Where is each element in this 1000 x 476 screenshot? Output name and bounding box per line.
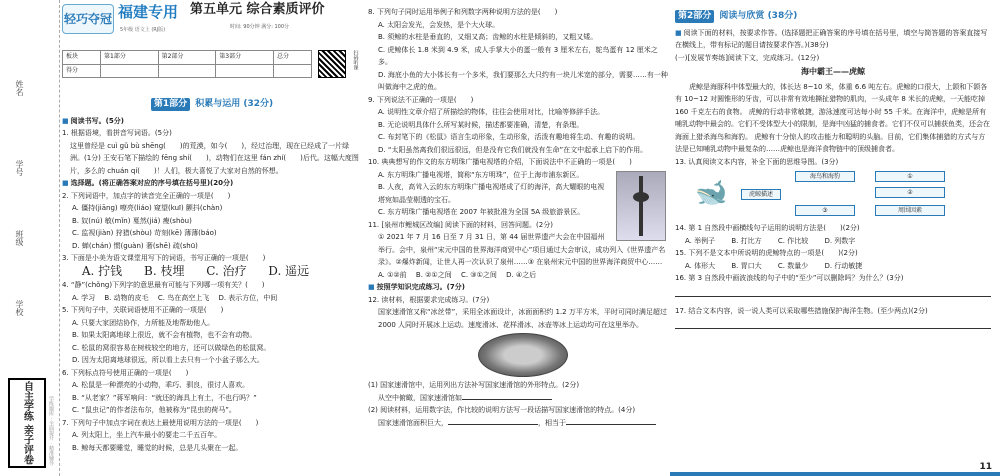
option[interactable]: B. 无论说明具体什么所写某时候，描述都要准确，清楚，有条理。 <box>378 120 584 129</box>
option[interactable]: B. 人夜，高耸入云的东方明珠广播电视塔成了灯的海洋，高大耀眼的电视塔宛如晶莹剔透的宝石。 <box>378 183 605 204</box>
part1-points: (32分) <box>243 99 274 109</box>
score-head: 第3部分 <box>216 51 274 65</box>
option[interactable]: D. “太阳虽然离我们很远很远，但是没有它我们就没有生命”在文中起承上启下的作用。 <box>378 145 648 154</box>
answer-line[interactable] <box>675 285 991 297</box>
option[interactable]: B. 打比方 <box>731 236 762 245</box>
question-12-sub1: (1) 国家速滑馆中，运用列出方法补写国家速滑馆的外形特点。(2分) <box>368 381 580 389</box>
option[interactable]: D. 遥远 <box>268 263 310 278</box>
score-cell[interactable] <box>158 64 216 78</box>
section-choice: ■ 选择题。(将正确答案对应的序号填在括号里)(20分) <box>62 177 362 190</box>
score-area <box>62 50 362 94</box>
question-2: 2. 下列词语中，加点字的读音完全正确的一项是( ) <box>62 191 231 200</box>
part1-heading <box>62 98 362 111</box>
mind-map-node: 海鸟和海豹 <box>795 171 855 182</box>
mind-map-blank[interactable]: ③ <box>795 205 855 216</box>
score-cell[interactable] <box>216 64 274 78</box>
option[interactable]: C. 东方明珠广播电视塔在 2007 年被批准为全国 5A 级旅游景区。 <box>378 208 585 216</box>
option[interactable]: A. 松鼠是一种漂亮的小动物，乖巧、驯良，很讨人喜欢。 <box>72 381 250 389</box>
answer-line[interactable] <box>462 399 552 400</box>
footer-bar <box>670 472 1000 476</box>
question-8: 8. 下列句子同时运用举例子和列数字两种说明方法的是( ) <box>368 8 558 16</box>
part1-number: 第1部分 <box>151 98 190 111</box>
exam-header <box>62 4 362 50</box>
answer-line[interactable] <box>675 317 991 329</box>
question-12: 12. 读材料，根据要求完成练习。(7分) <box>368 295 490 304</box>
question-1: 1. 根据语境，看拼音写词语。(5分) <box>62 129 172 137</box>
mind-map-center: 虎鲸描述 <box>741 189 781 200</box>
question-5-options <box>62 317 362 367</box>
question-2-options <box>62 202 362 252</box>
option[interactable]: A. 僵持(jiānɡ) 嘹亮(liáo) 窥望(kuī) 颤抖(chàn) <box>72 204 223 212</box>
class-label: 班级 <box>15 230 24 246</box>
reading-subsection: (一)[发展节奏练]阅读下文，完成练习。(12分) <box>675 53 820 62</box>
question-7: 7. 下列句子中加点字词在表达上最使用说明方法的一项是( ) <box>62 418 259 427</box>
binding-sidebar <box>0 0 60 476</box>
option[interactable]: B. 须鲸的水柱是垂直的，又细又高；齿鲸的水柱是倾斜的，又粗又矮。 <box>378 33 598 41</box>
option[interactable]: C. 鸟在高空上飞 <box>157 293 210 302</box>
option[interactable]: B. ②①之间 <box>415 270 452 279</box>
option[interactable]: B. 胃口大 <box>731 261 762 270</box>
question-12-sub2: (2) 阅读材料，运用数字法，作比较的说明方法写一段话描写国家速滑馆的特点。(4分) <box>368 406 636 414</box>
mind-map-blank[interactable]: ① <box>875 171 945 182</box>
option[interactable]: A. 说明性文章介绍了所描绘的物体，往往会使用对比，比喻等修辞手法。 <box>378 108 605 116</box>
option[interactable]: A. 列太阳上，坐上汽车最小的要走二千五百年。 <box>72 431 222 439</box>
option[interactable]: C. 作比较 <box>777 236 809 245</box>
question-9: 9. 下列说法不正确的一项是( ) <box>368 95 474 104</box>
option[interactable]: D. ④之后 <box>506 270 537 279</box>
score-head: 板块 <box>63 51 101 65</box>
option[interactable]: D. 因为太阳离地球很远，所以看上去只有一个小盆子那么大。 <box>72 356 264 364</box>
question-3: 3. 下面是小美为语文课堂用写下的词语，书写正确的一项是( ) <box>62 254 266 262</box>
unit-title: 第五单元 综合素质评价 <box>190 2 325 17</box>
option[interactable]: A. 拧钱 <box>81 263 123 278</box>
qr-code[interactable] <box>318 50 346 78</box>
question-11: 11. [泉州市鲤城区改编] 阅读下面的材料，回答问题。(2分) <box>368 220 553 229</box>
question-14: 14. 第 1 自然段中画横线句子运用的说明方法是( )(2分) <box>675 224 860 232</box>
mind-map <box>695 171 991 219</box>
part2-heading <box>675 10 991 23</box>
option[interactable]: B. 动物的皮毛 <box>104 293 149 302</box>
question-12-sub2-answer: 国家速滑馆面积巨大， ，相当于 <box>368 417 668 430</box>
option[interactable]: B. 如果太阳离地球上很近，就不会有植物，也不会有动物。 <box>72 331 257 339</box>
column-middle <box>368 6 668 429</box>
answer-line[interactable] <box>448 424 538 425</box>
question-3-options <box>62 265 362 280</box>
question-6-options <box>62 379 362 417</box>
question-15-options <box>675 260 991 273</box>
part2-title: 阅读与欣赏 <box>719 11 765 21</box>
option[interactable]: C. 虎鲸体长 1.8 米到 4.9 米，成人手掌大小的蛋一般有 3 厘米左右，鸵鸟蛋有 12 厘米之多。 <box>378 45 658 66</box>
mind-map-blank[interactable]: ② <box>875 187 945 198</box>
option[interactable]: B. 枝埋 <box>144 263 185 278</box>
question-14-options <box>675 235 991 248</box>
question-17: 17. 结合文本内容，说一说人类可以采取哪些措施保护海洋生物。(至少两点)(2分) <box>675 306 928 315</box>
series-brand-sub: 学练题库 · 全面提升 · 精准辅导 <box>48 396 54 466</box>
score-head: 总分 <box>273 51 311 65</box>
question-16: 16. 第 3 自然段中画波浪线的句子中的“至少”可以删除吗？为什么？(3分) <box>675 274 904 282</box>
question-12-sub1-answer: 从空中俯瞰，国家速滑馆如 <box>368 392 668 405</box>
option[interactable]: B. 奴(nú) 敏(mǐn) 戛然(jiá) 瘦(shòu) <box>72 216 192 225</box>
name-label: 姓名 <box>15 80 24 96</box>
tv-tower-photo <box>616 171 666 241</box>
option[interactable]: C. 治疗 <box>206 263 247 278</box>
option[interactable]: C. 松鼠的窝很容易在树枝较空的地方，还可以做绿色的松鼠窝。 <box>72 343 271 352</box>
option[interactable]: A. 太阳会发光，会发热，是个大火球。 <box>378 20 500 29</box>
option[interactable]: C. ③①之间 <box>460 270 497 279</box>
score-cell: 得分 <box>63 64 101 78</box>
reading-instructions: ■ 阅读下面的材料，按要求作答。(选择题把正确答案的序号填在括号里，填空与简答题的答案直接写在横线上，带有标记的题目请按要求作答。)(38分) <box>675 27 991 52</box>
question-13: 13. 认真阅读文本内容，补全下面的思维导图。(3分) <box>675 157 839 166</box>
option[interactable]: D. 蝉(chán) 惯(ɡuàn) 奢(shē) 疏(shū) <box>72 241 198 250</box>
column-left <box>62 4 362 454</box>
score-cell[interactable] <box>101 64 159 78</box>
option[interactable]: A. ①②前 <box>378 270 407 279</box>
question-10: 10. 典典想写的作文的东方明珠广播电视塔的介绍，下面说法中不正确的一项是( ) <box>368 158 632 166</box>
series-brand: 自主学练 亲子评卷 <box>21 381 33 465</box>
question-7-options <box>62 429 362 454</box>
speed-skating-oval-photo <box>478 333 568 377</box>
page-number: 11 <box>979 462 992 472</box>
option[interactable]: C. 数量少 <box>777 261 809 270</box>
option[interactable]: A. 举例子 <box>685 236 716 245</box>
question-4-options <box>62 292 362 305</box>
passage-body: 虎鲸是海豚科中体型最大的，体长达 8~10 米，体重 6.6 吨左右。虎鲸的口很大，上颌和下颌各有 10~12 对圆锥形的牙齿，可以非常有效地撕扯猎物的肌肉，一头成年 8 米长的虎鲸，一天能吃掉 160 千克左右的食物。 虎鲸的行动非常敏捷，游泳速度可达每小时 55 千米。在海洋中，虎鲸是所有哺乳动物中最会的。它们不受体型大小的限制，是海中凶猛的捕食者。它们不仅可以捕获鱼类，还会在海面上猎杀海鸟和海豹。 虎鲸有十分惊人的攻击能力和聪明的头脑。目前，它们集体捕猎的方式与方法是已知哺乳动物中最复杂的……虎鲸也是海洋食物链中的顶级捕食者。 <box>675 82 990 153</box>
publisher-logo: 轻巧夺冠 <box>62 4 114 34</box>
question-6: 6. 下列标点符号使用正确的一项是( ) <box>62 368 189 377</box>
option[interactable]: D. 海底小鱼的大小体长有一个多米，我们要那么大只约有一块儿米宽的部分，需要……有一种叫做海中之虎的鱼。 <box>378 70 668 91</box>
question-12-text: 国家速滑馆又称“冰丝带”，采用全冰面设计，冰面面积约 1.2 万平方米，平时可同时满足超过 2000 人同时开展冰上运动。速度滑冰、花样滑冰、冰壶等冰上运动均可在这里举办。 <box>378 308 667 329</box>
score-head: 第2部分 <box>158 51 216 65</box>
question-9-options <box>368 106 668 156</box>
mind-map-node: 周围因素 <box>875 205 945 216</box>
option[interactable]: D. 行动敏捷 <box>824 261 863 270</box>
id-label: 学号 <box>15 160 24 176</box>
question-15: 15. 下列不是文本中所说明的虎鲸特点的一项是( )(2分) <box>675 249 858 257</box>
option[interactable]: C. 布封笔下的《松鼠》语言生动形象，生动形象，活泼有趣地将生动、有趣的说明。 <box>378 133 640 141</box>
question-4: 4. “静”(chǒnɡ)下列字的意思最有可能与下列哪一项有关？( ) <box>62 281 265 289</box>
part1-title: 积累与运用 <box>195 99 241 109</box>
school-label: 学校 <box>15 300 24 316</box>
option[interactable]: D. 表示方位，中间 <box>218 293 278 302</box>
orca-icon: 🐋 <box>695 178 728 208</box>
option[interactable]: A. 东方明珠广播电视塔，简称“东方明珠”，位于上海市浦东新区。 <box>378 170 584 179</box>
exam-time-info: 时间: 90分钟 满分: 100分 <box>230 24 290 30</box>
option[interactable]: D. 列数字 <box>824 236 856 245</box>
score-table <box>62 50 312 78</box>
option[interactable]: A. 只要大家团结协作，力所能及地帮助他人。 <box>72 318 215 327</box>
score-cell[interactable] <box>273 64 311 78</box>
series-brand-box <box>8 378 46 468</box>
score-head: 第1部分 <box>101 51 159 65</box>
option[interactable]: B. 鲸每天都要睡觉，睡觉的时候，总是几头聚在一起。 <box>72 443 243 452</box>
option[interactable]: A. 学习 <box>72 293 96 302</box>
column-right <box>675 6 991 329</box>
option[interactable]: A. 体形大 <box>685 261 716 270</box>
passage-title: 海中霸王——虎鲸 <box>801 67 865 76</box>
question-5: 5. 下列句子中，关联词语使用不正确的一项是( ) <box>62 306 224 314</box>
question-11-text: ① 2021 年 7 月 16 日至 7 月 31 日，第 44 届世界遗产大会在中国福州举行。会中，泉州“宋元中国的世界海洋商贸中心”项目通过大会审议，成功列入《世界遗产名录》。②爆炸新闻，让世人再一次认识了泉州……③ 在泉州宋元中国的世界海洋商贸中心…… <box>378 233 666 266</box>
section-reading-writing: ■ 阅读书写。(5分) <box>62 115 362 128</box>
qr-label: 扫码听课 <box>352 50 359 70</box>
answer-line[interactable] <box>566 424 656 425</box>
brand-title: 福建专用 <box>118 3 179 21</box>
section-practice: ■ 按照学知识完成练习。(7分) <box>368 281 668 294</box>
question-1-text: 这里曾经是 cuì ɡǔ bù shēnɡ( )的荒漠，如今( )，经过治理，现在已经成了一片绿洲。(1分) 王安石笔下描绘的 fēnɡ shí( )，动物们在这里 fán zhí( )后代。这幅大度图片，多么的 chuán qí( )！人们，极大喜悦了大家对自然的怀想。 <box>70 141 359 175</box>
option[interactable]: C. 监视(jiàn) 狩猎(shòu) 苛刻(kē) 薄薄(báo) <box>72 229 217 237</box>
option[interactable]: B. “从老家？”蒋军响问：“就还的海具上有土，不也行吗？” <box>72 393 257 402</box>
brand-subtitle: 5年级 语文上 (RJ版) <box>120 27 166 33</box>
question-11-options <box>368 269 668 282</box>
part2-points: (38分) <box>767 11 798 21</box>
part2-number: 第2部分 <box>675 10 714 23</box>
question-8-options <box>368 19 668 94</box>
option[interactable]: C. “鼠虫记”的作者法布尔，他被称为“昆虫的荷马”。 <box>72 406 236 414</box>
